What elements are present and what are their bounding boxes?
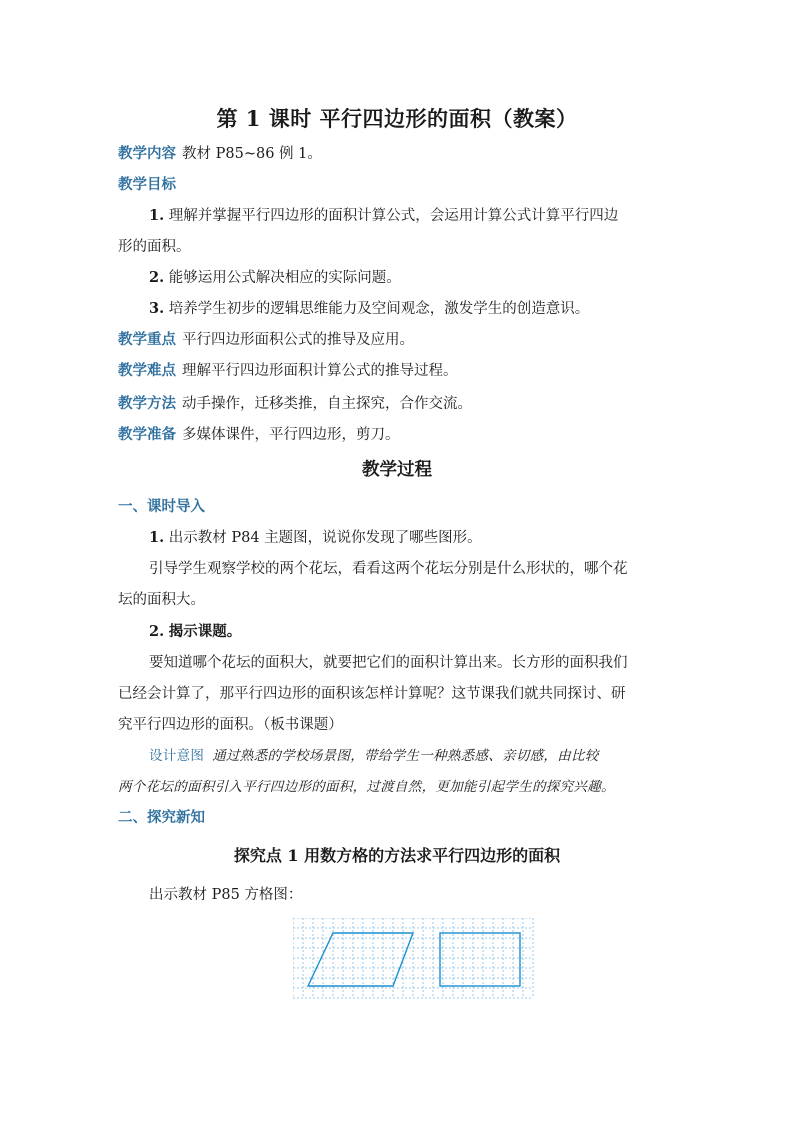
design-intent-text-1: 通过熟悉的学校场景图，带给学生一种熟悉感、亲切感，由比较	[212, 748, 599, 764]
step-2	[149, 622, 241, 642]
goal-2	[149, 268, 401, 288]
step-1-number: 1.	[149, 529, 165, 546]
step-2-text: 揭示课题。	[168, 623, 242, 640]
step-2-number: 2.	[149, 623, 165, 640]
step-2-paragraph-line-1: 要知道哪个花坛的面积大，就要把它们的面积计算出来。长方形的面积我们	[149, 655, 628, 671]
step-1-paragraph-line-2: 坛的面积大。	[118, 592, 205, 608]
design-intent-label: 设计意图	[149, 748, 205, 764]
teaching-difficulty	[118, 361, 458, 381]
page-title: 第 1 课时 平行四边形的面积（教案）	[216, 106, 578, 131]
goal-2-text: 能够运用公式解决相应的实际问题。	[168, 270, 401, 286]
design-intent-line-2: 两个花坛的面积引入平行四边形的面积，过渡自然，更加能引起学生的探究兴趣。	[118, 779, 615, 795]
goal-2-number: 2.	[149, 269, 165, 286]
method-label: 教学方法	[118, 395, 176, 412]
teaching-content-text: 教材 P85~86 例 1。	[182, 146, 322, 162]
goal-1-line-1	[149, 206, 618, 226]
explore-text: 出示教材 P85 方格图：	[149, 887, 303, 903]
key-point-text: 平行四边形面积公式的推导及应用。	[182, 332, 414, 348]
step-1	[149, 528, 482, 548]
goal-1-text: 理解并掌握平行四边形的面积计算公式，会运用计算公式计算平行四边	[168, 208, 619, 224]
goal-3	[149, 299, 589, 319]
rectangle-shape	[440, 933, 520, 986]
section-2-heading: 二、探究新知	[118, 809, 205, 826]
process-heading: 教学过程	[362, 460, 432, 480]
goal-3-text: 培养学生初步的逻辑思维能力及空间观念，激发学生的创造意识。	[168, 301, 590, 317]
difficulty-text: 理解平行四边形面积计算公式的推导过程。	[182, 363, 458, 379]
design-intent-line-1	[149, 746, 599, 766]
teaching-content	[118, 144, 322, 164]
step-1-paragraph-line-1: 引导学生观察学校的两个花坛，看看这两个花坛分别是什么形状的，哪个花	[149, 561, 628, 577]
goal-3-number: 3.	[149, 300, 165, 317]
key-point-label: 教学重点	[118, 331, 176, 348]
preparation-label: 教学准备	[118, 426, 176, 443]
preparation-text: 多媒体课件，平行四边形，剪刀。	[182, 427, 400, 443]
step-1-text: 出示教材 P84 主题图，说说你发现了哪些图形。	[168, 530, 482, 546]
teaching-content-label: 教学内容	[118, 145, 176, 162]
grid-figure	[293, 918, 535, 1000]
teaching-goals-heading: 教学目标	[118, 176, 176, 193]
teaching-preparation	[118, 425, 400, 445]
method-text: 动手操作，迁移类推，自主探究，合作交流。	[182, 396, 472, 412]
difficulty-label: 教学难点	[118, 362, 176, 379]
goal-1-line-2: 形的面积。	[118, 239, 191, 255]
teaching-goals-label	[118, 175, 182, 195]
section-1-heading: 一、课时导入	[118, 498, 205, 515]
teaching-method	[118, 394, 472, 414]
step-2-paragraph-line-2: 已经会计算了，那平行四边形的面积该怎样计算呢？这节课我们就共同探讨、研	[118, 686, 626, 702]
teaching-key-point	[118, 330, 414, 350]
explore-point-heading: 探究点 1 用数方格的方法求平行四边形的面积	[233, 846, 561, 865]
step-2-paragraph-line-3: 究平行四边形的面积。（板书课题）	[118, 717, 343, 733]
goal-1-number: 1.	[149, 207, 165, 224]
